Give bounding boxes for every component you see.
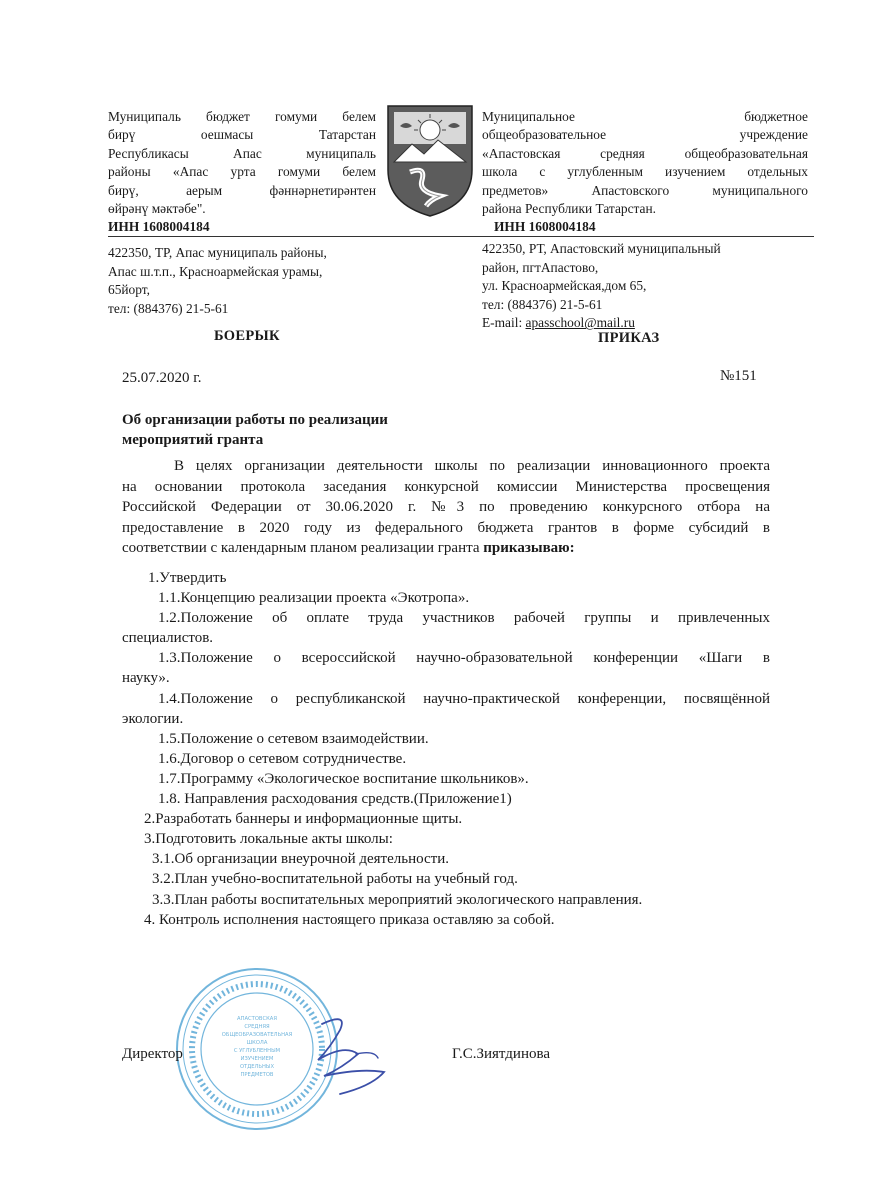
list-item: 1.1.Концепцию реализации проекта «Экотропа». <box>158 590 470 607</box>
list-item: 3.2.План учебно-воспитательной работы на учебный год. <box>152 871 518 888</box>
preamble-line: Российской Федерации от 30.06.2020 г. №3 по проведению конкурсного отбора на <box>122 499 770 516</box>
header-right-line: района Республики Татарстан. <box>482 201 656 217</box>
header-left-line: бирү оешмасы Татарстан <box>108 127 376 143</box>
list-item: 1.6.Договор о сетевом сотрудничестве. <box>158 750 407 767</box>
list-item: 1.3.Положение о всероссийской научно-образовательной конференции «Шаги в <box>158 650 770 667</box>
stamp-text: АПАСТОВСКАЯ <box>237 1016 277 1022</box>
header-right-inn: ИНН 1608004184 <box>494 219 596 235</box>
stamp-text: ОБЩЕОБРАЗОВАТЕЛЬНАЯ <box>221 1032 293 1038</box>
header-right-line: школа с углубленным изучением отдельных <box>482 164 808 180</box>
email-link[interactable]: apasschool@mail.ru <box>525 315 635 331</box>
list-item-continued: науку». <box>122 670 170 687</box>
order-subject <box>122 410 388 450</box>
subject-line: Об организации работы по реализации <box>122 412 388 428</box>
list-item: 4. Контроль исполнения настоящего приказа оставляю за собой. <box>144 911 555 928</box>
email-label: E-mail: <box>482 315 526 331</box>
list-item: 2.Разработать баннеры и информационные щиты. <box>144 811 463 828</box>
order-date: 25.07.2020 г. <box>122 370 202 386</box>
address-right-line: район, пгтАпастово, <box>482 259 599 275</box>
title-boyeryk: БОЕРЫК <box>214 328 280 344</box>
address-right-line: тел: (884376) 21-5-61 <box>482 296 603 312</box>
preamble-line: предоставление в 2020 году из федерального бюджета грантов в форме субсидий в <box>122 519 770 536</box>
address-right-line: ул. Красноармейская,дом 65, <box>482 278 647 294</box>
header-right-line: «Апастовская средняя общеобразовательная <box>482 145 808 161</box>
header-right-russian <box>482 108 808 237</box>
director-signature-icon <box>300 1010 410 1100</box>
list-item: 3.Подготовить локальные акты школы: <box>144 831 393 848</box>
address-right-line: 422350, РТ, Апастовский муниципальный <box>482 241 721 256</box>
header-left-line: районы «Апас урта гомуми белем <box>108 164 376 180</box>
address-left-line: Апас ш.т.п., Красноармейская урамы, <box>108 263 323 279</box>
list-item-continued: специалистов. <box>122 630 214 647</box>
address-right <box>482 240 812 333</box>
director-label: Директор <box>122 1046 183 1062</box>
order-preamble <box>122 456 770 559</box>
order-items <box>122 568 770 930</box>
list-item: 1.Утвердить <box>148 570 227 586</box>
header-left-tatar <box>108 108 376 237</box>
header-left-line: Республикасы Апас муниципаль <box>108 145 376 161</box>
header-left-line: бирү, аерым фәннәрнетирәнтен <box>108 182 376 198</box>
preamble-last-line <box>122 538 770 559</box>
stamp-text: ШКОЛА <box>246 1040 268 1046</box>
list-item: 3.1.Об организации внеурочной деятельности. <box>152 851 449 868</box>
header-right-line: Муниципальное бюджетное <box>482 109 808 124</box>
address-left <box>108 244 388 318</box>
list-item: 1.2.Положение об оплате труда участников рабочей группы и привлеченных <box>158 610 770 627</box>
order-number: №151 <box>720 368 757 384</box>
list-item: 3.3.План работы воспитательных мероприятий экологического направления. <box>152 891 643 908</box>
header-right-line: общеобразовательное учреждение <box>482 127 808 143</box>
title-prikaz: ПРИКАЗ <box>598 330 660 346</box>
subject-line: мероприятий гранта <box>122 432 264 448</box>
address-left-line: 65йорт, <box>108 282 150 298</box>
list-item: 1.7.Программу «Экологическое воспитание школьников». <box>158 770 529 787</box>
header-left-inn: ИНН 1608004184 <box>108 219 210 235</box>
list-item: 1.8. Направления расходования средств.(Приложение1) <box>158 791 512 808</box>
header-left-line: Муниципаль бюджет гомуми белем <box>108 109 376 124</box>
list-item: 1.5.Положение о сетевом взаимодействии. <box>158 730 429 747</box>
preamble-order-word: приказываю: <box>483 540 575 557</box>
stamp-text: ИЗУЧЕНИЕМ <box>240 1056 274 1062</box>
header-right-line: предметов» Апастовского муниципального <box>482 182 808 198</box>
director-name: Г.С.Зиятдинова <box>452 1046 551 1062</box>
stamp-text: ПРЕДМЕТОВ <box>240 1072 274 1078</box>
list-item: 1.4.Положение о республиканской научно-практической конференции, посвящённой <box>158 690 770 707</box>
address-left-line: тел: (884376) 21-5-61 <box>108 300 229 316</box>
list-item-continued: экологии. <box>122 710 184 727</box>
preamble-line: В целях организации деятельности школы по реализации инновационного проекта <box>174 458 770 474</box>
district-emblem-icon <box>382 100 478 220</box>
header-left-line: өйрәнү мәктәбе". <box>108 201 206 217</box>
stamp-text: С УГЛУБЛЕННЫМ <box>233 1048 281 1054</box>
preamble-last-text: соответствии с календарным планом реализации гранта <box>122 540 484 557</box>
stamp-text: СРЕДНЯЯ <box>244 1024 270 1030</box>
header-divider <box>108 236 814 237</box>
stamp-text: ОТДЕЛЬНЫХ <box>239 1064 275 1070</box>
preamble-line: на основании протокола заседания конкурсной комиссии Министерства просвещения <box>122 478 770 495</box>
address-left-line: 422350, ТР, Апас муниципаль районы, <box>108 245 327 260</box>
